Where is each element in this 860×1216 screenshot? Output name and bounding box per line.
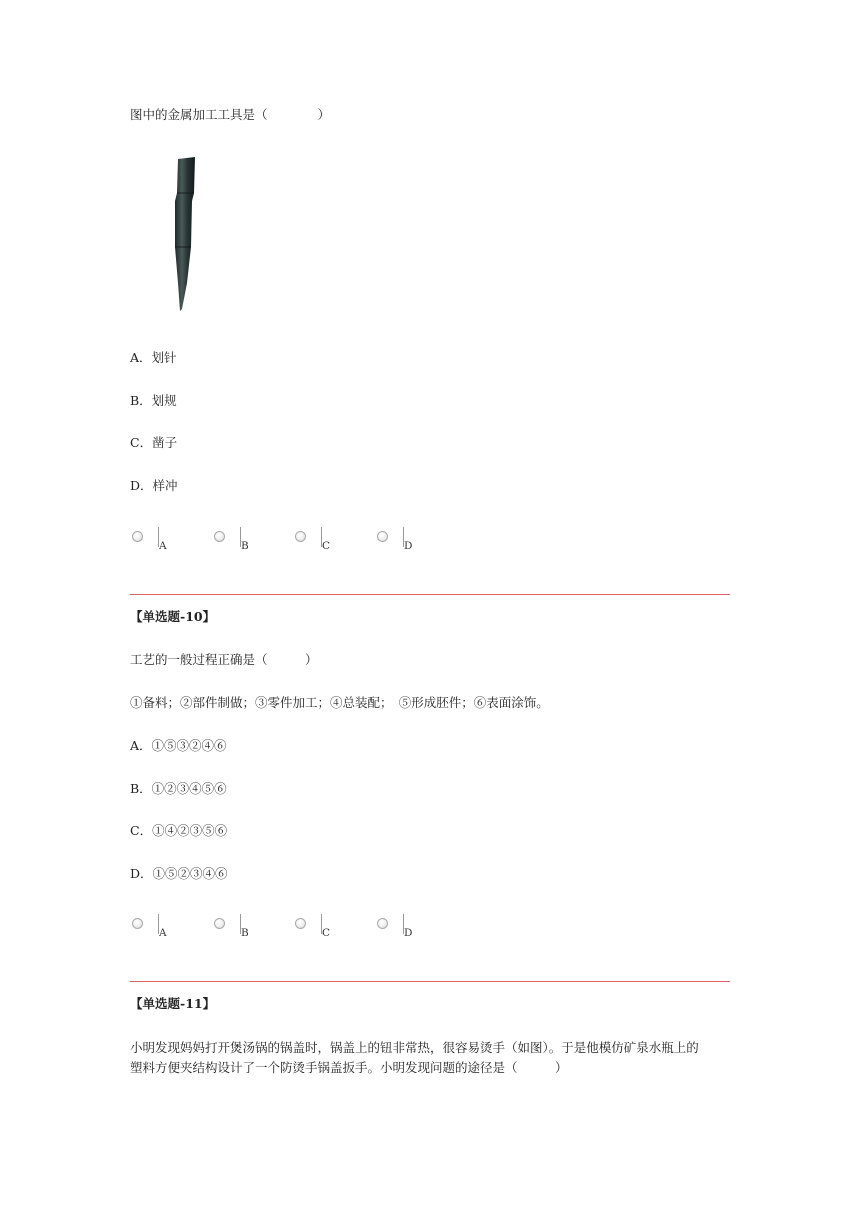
radio-icon[interactable] bbox=[132, 918, 143, 929]
q10-answer-c-label: C bbox=[322, 927, 331, 939]
metal-tool-image bbox=[168, 155, 208, 315]
radio-icon[interactable] bbox=[214, 918, 225, 929]
radio-icon[interactable] bbox=[214, 531, 225, 542]
q9-answer-c[interactable] bbox=[293, 527, 353, 563]
q10-option-b: B．①②③④⑤⑥ bbox=[130, 781, 227, 796]
q10-option-c: C．①④②③⑤⑥ bbox=[130, 823, 228, 838]
q10-answer-a-label: A bbox=[159, 927, 167, 939]
q9-answer-b-label: B bbox=[241, 540, 249, 552]
q9-option-a: A．划针 bbox=[130, 350, 177, 365]
q9-option-d: D．样冲 bbox=[130, 478, 178, 493]
q10-stem: 工艺的一般过程正确是（ ） bbox=[130, 652, 318, 667]
q10-answer-b-label: B bbox=[241, 927, 249, 939]
q10-steps: ①备料；②部件制做；③零件加工；④总装配； ⑤形成胚件；⑥表面涂饰。 bbox=[130, 695, 549, 710]
q10-answer-d[interactable] bbox=[375, 914, 435, 950]
q10-option-a: A．①⑤③②④⑥ bbox=[130, 738, 227, 753]
section-divider bbox=[130, 594, 730, 595]
q10-answer-d-label: D bbox=[404, 927, 413, 939]
q9-answer-c-label: C bbox=[322, 540, 331, 552]
q10-option-d: D．①⑤②③④⑥ bbox=[130, 866, 228, 881]
q9-option-c: C．凿子 bbox=[130, 435, 178, 450]
radio-icon[interactable] bbox=[295, 531, 306, 542]
radio-icon[interactable] bbox=[377, 531, 388, 542]
q10-answer-a[interactable] bbox=[130, 914, 190, 950]
radio-icon[interactable] bbox=[377, 918, 388, 929]
q11-stem-line2: 塑料方便夹结构设计了一个防烫手锅盖扳手。小明发现问题的途径是（ ） bbox=[130, 1060, 568, 1075]
q9-option-b: B．划规 bbox=[130, 393, 177, 408]
q10-header: 【单选题-10】 bbox=[130, 609, 216, 624]
q10-answer-c[interactable] bbox=[293, 914, 353, 950]
radio-icon[interactable] bbox=[295, 918, 306, 929]
q11-header: 【单选题-11】 bbox=[130, 996, 216, 1011]
q11-stem-line1: 小明发现妈妈打开煲汤锅的锅盖时，锅盖上的钮非常热，很容易烫手（如图）。于是他模仿矿泉水瓶上的 bbox=[130, 1040, 699, 1055]
q9-answer-b[interactable] bbox=[212, 527, 272, 563]
section-divider bbox=[130, 981, 730, 982]
q9-answer-a[interactable] bbox=[130, 527, 190, 563]
q9-answer-d-label: D bbox=[404, 540, 413, 552]
q9-stem: 图中的金属加工工具是（ ） bbox=[130, 107, 331, 122]
q10-answer-b[interactable] bbox=[212, 914, 272, 950]
q9-answer-d[interactable] bbox=[375, 527, 435, 563]
radio-icon[interactable] bbox=[132, 531, 143, 542]
q9-answer-a-label: A bbox=[159, 540, 167, 552]
q9-answer-radios bbox=[130, 527, 450, 563]
q10-answer-radios bbox=[130, 914, 450, 950]
